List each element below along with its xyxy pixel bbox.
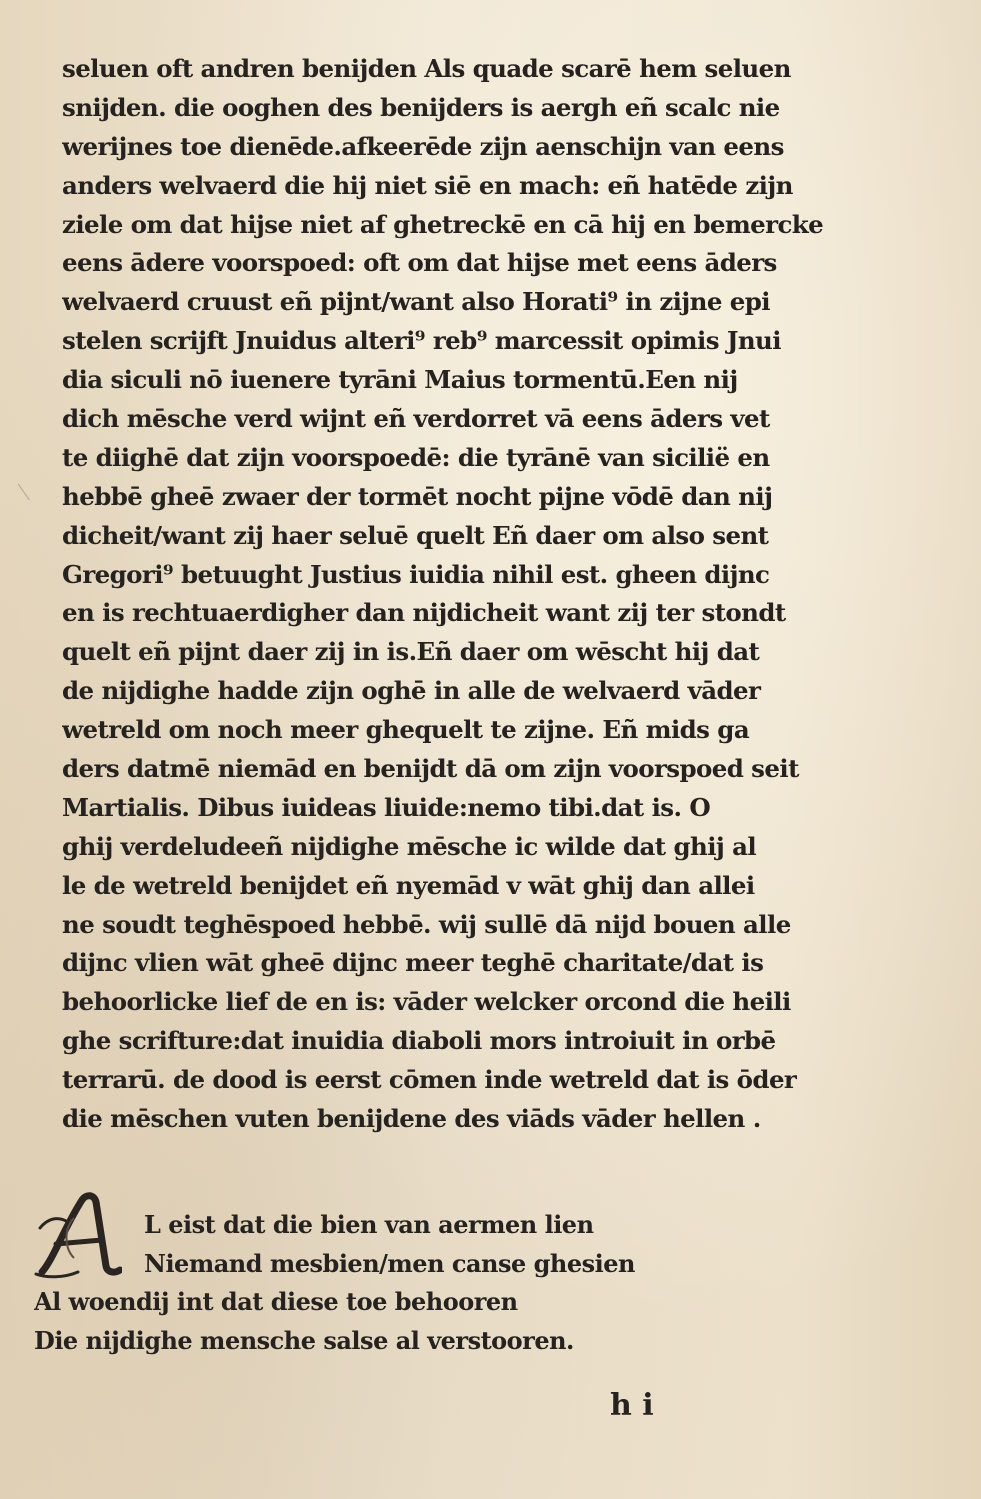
text-line: stelen scrijft Jnuidus alteri⁹ reb⁹ marcessit opimis Jnui	[62, 326, 781, 356]
text-line: hebbē gheē zwaer der tormēt nocht pijne vōdē dan nij	[62, 481, 773, 511]
text-line: ne soudt teghēspoed hebbē. wij sullē dā nijd bouen alle	[62, 909, 791, 939]
text-line: le de wetreld benijdet eñ nyemād v wāt ghij dan allei	[62, 870, 755, 900]
text-line: ders datmē niemād en benijdt dā om zijn voorspoed seit	[62, 754, 799, 784]
text-line: snijden. die ooghen des benijders is aergh eñ scalc nie	[62, 92, 780, 122]
text-line: te diighē dat zijn voorspoedē: die tyrānē van sicilië en	[62, 442, 770, 472]
text-line: wetreld om noch meer ghequelt te zijne. Eñ mids ga	[62, 715, 750, 745]
text-line: behoorlicke lief de en is: vāder welcker orcond die heili	[62, 987, 791, 1017]
verse-line: Al woendij int dat diese toe behooren	[34, 1287, 518, 1316]
text-line: anders welvaerd die hij niet siē en mach: eñ hatēde zijn	[62, 170, 793, 200]
verse-line: L eist dat die bien van aermen lien	[144, 1210, 594, 1239]
text-line: Gregori⁹ betuught Justius iuidia nihil est. gheen dijnc	[62, 559, 770, 589]
text-line: welvaerd cruust eñ pijnt/want also Horati⁹ in zijne epi	[62, 287, 770, 317]
text-line: dia siculi nō iuenere tyrāni Maius tormentū.Een nij	[62, 365, 738, 395]
text-line: Martialis. Dibus iuideas liuide:nemo tibi.dat is. O	[62, 792, 711, 822]
text-line: dijnc vlien wāt gheē dijnc meer teghē charitate/dat is	[62, 948, 764, 978]
page-mark	[18, 476, 42, 501]
verse-line: Die nijdighe mensche salse al verstooren.	[34, 1325, 574, 1355]
text-line: terrarū. de dood is eerst cōmen inde wetreld dat is ōder	[62, 1065, 797, 1095]
text-line: die mēschen vuten benijdene des viāds vāder hellen .	[62, 1104, 761, 1134]
signature-mark: h i	[610, 1388, 654, 1423]
text-line: werijnes toe dienēde.afkeerēde zijn aenschijn van eens	[62, 131, 784, 161]
text-line: seluen oft andren benijden Als quade scarē hem seluen	[62, 54, 791, 83]
verse	[34, 1206, 794, 1360]
text-line: ghij verdeludeeñ nijdighe mēsche ic wilde dat ghij al	[62, 831, 757, 861]
text-line: en is rechtuaerdigher dan nijdicheit want zij ter stondt	[62, 598, 786, 628]
verse-line: Niemand mesbien/men canse ghesien	[144, 1248, 635, 1278]
text-line: ghe scrifture:dat inuidia diaboli mors introiuit in orbē	[62, 1026, 776, 1056]
text-line: dicheit/want zij haer seluē quelt Eñ daer om also sent	[62, 520, 769, 550]
text-line: eens ādere voorspoed: oft om dat hijse met eens āders	[62, 248, 777, 278]
text-line: de nijdighe hadde zijn oghē in alle de welvaerd vāder	[62, 676, 761, 706]
body-text	[62, 50, 832, 1139]
text-line: dich mēsche verd wijnt eñ verdorret vā eens āders vet	[62, 404, 770, 434]
text-line: ziele om dat hijse niet af ghetreckē en cā hij en bemercke	[62, 209, 824, 239]
text-line: quelt eñ pijnt daer zij in is.Eñ daer om wēscht hij dat	[62, 637, 760, 667]
